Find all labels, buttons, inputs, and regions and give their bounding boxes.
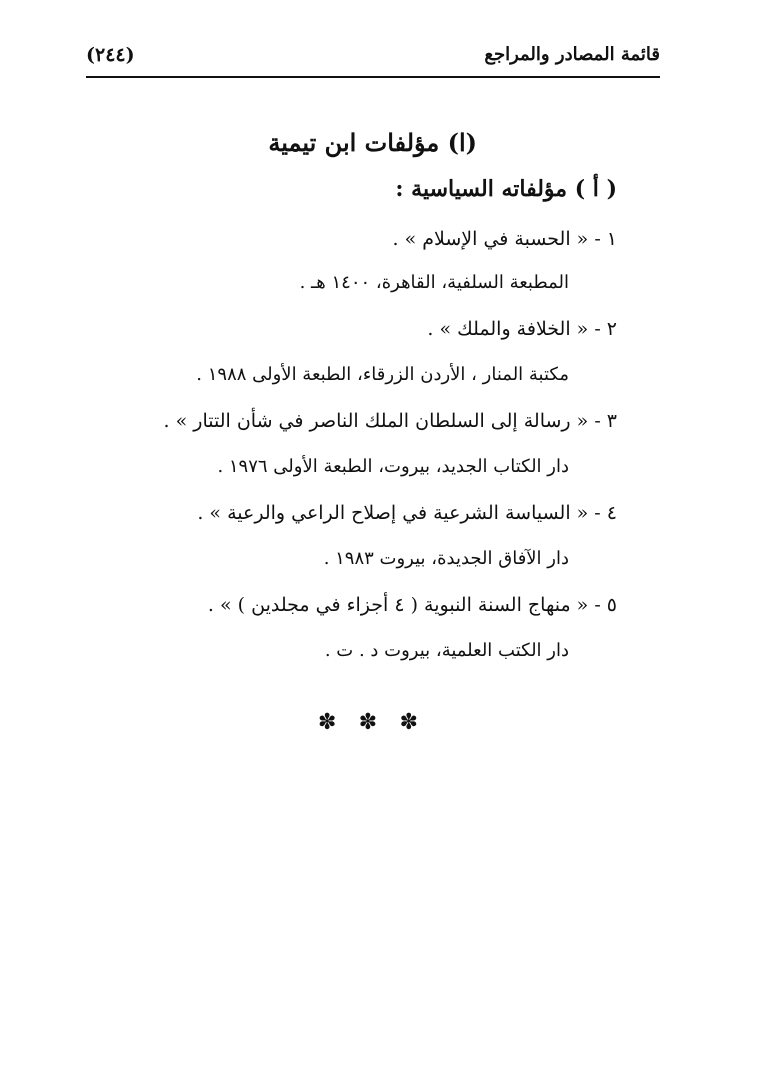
entry-2-title: ٢ - « الخلافة والملك » .	[427, 318, 617, 340]
running-header	[86, 40, 660, 74]
running-title: قائمة المصادر والمراجع	[484, 44, 660, 65]
entry-3-title: ٣ - « رسالة إلى السلطان الملك الناصر في شأن التتار » .	[163, 410, 617, 432]
entry-4-detail: دار الآفاق الجديدة، بيروت ١٩٨٣ .	[323, 548, 569, 569]
entry-1-title: ١ - « الحسبة في الإسلام » .	[392, 228, 617, 250]
section-end-ornament	[318, 708, 418, 738]
entry-2-detail: مكتبة المنار ، الأردن الزرقاء، الطبعة الأولى ١٩٨٨ .	[196, 364, 569, 385]
entry-5-detail: دار الكتب العلمية، بيروت د . ت .	[324, 640, 569, 661]
header-rule	[86, 76, 660, 78]
entry-5-title: ٥ - « منهاج السنة النبوية ( ٤ أجزاء في مجلدين ) » .	[207, 594, 617, 616]
ornament-star-icon: ✽	[358, 710, 378, 735]
ornament-star-icon: ✽	[399, 710, 418, 735]
entry-4-title: ٤ - « السياسة الشرعية في إصلاح الراعي والرعية » .	[197, 502, 617, 524]
entry-1-detail: المطبعة السلفية، القاهرة، ١٤٠٠ هـ .	[299, 272, 569, 293]
sub-heading: ( أ ) مؤلفاته السياسية :	[395, 176, 617, 202]
ornament-star-icon: ✽	[318, 710, 337, 735]
page-number: (٢٤٤)	[86, 44, 135, 66]
entry-3-detail: دار الكتاب الجديد، بيروت، الطبعة الأولى ١٩٧٦ .	[217, 456, 569, 477]
section-heading: (ا) مؤلفات ابن تيمية	[268, 128, 477, 157]
